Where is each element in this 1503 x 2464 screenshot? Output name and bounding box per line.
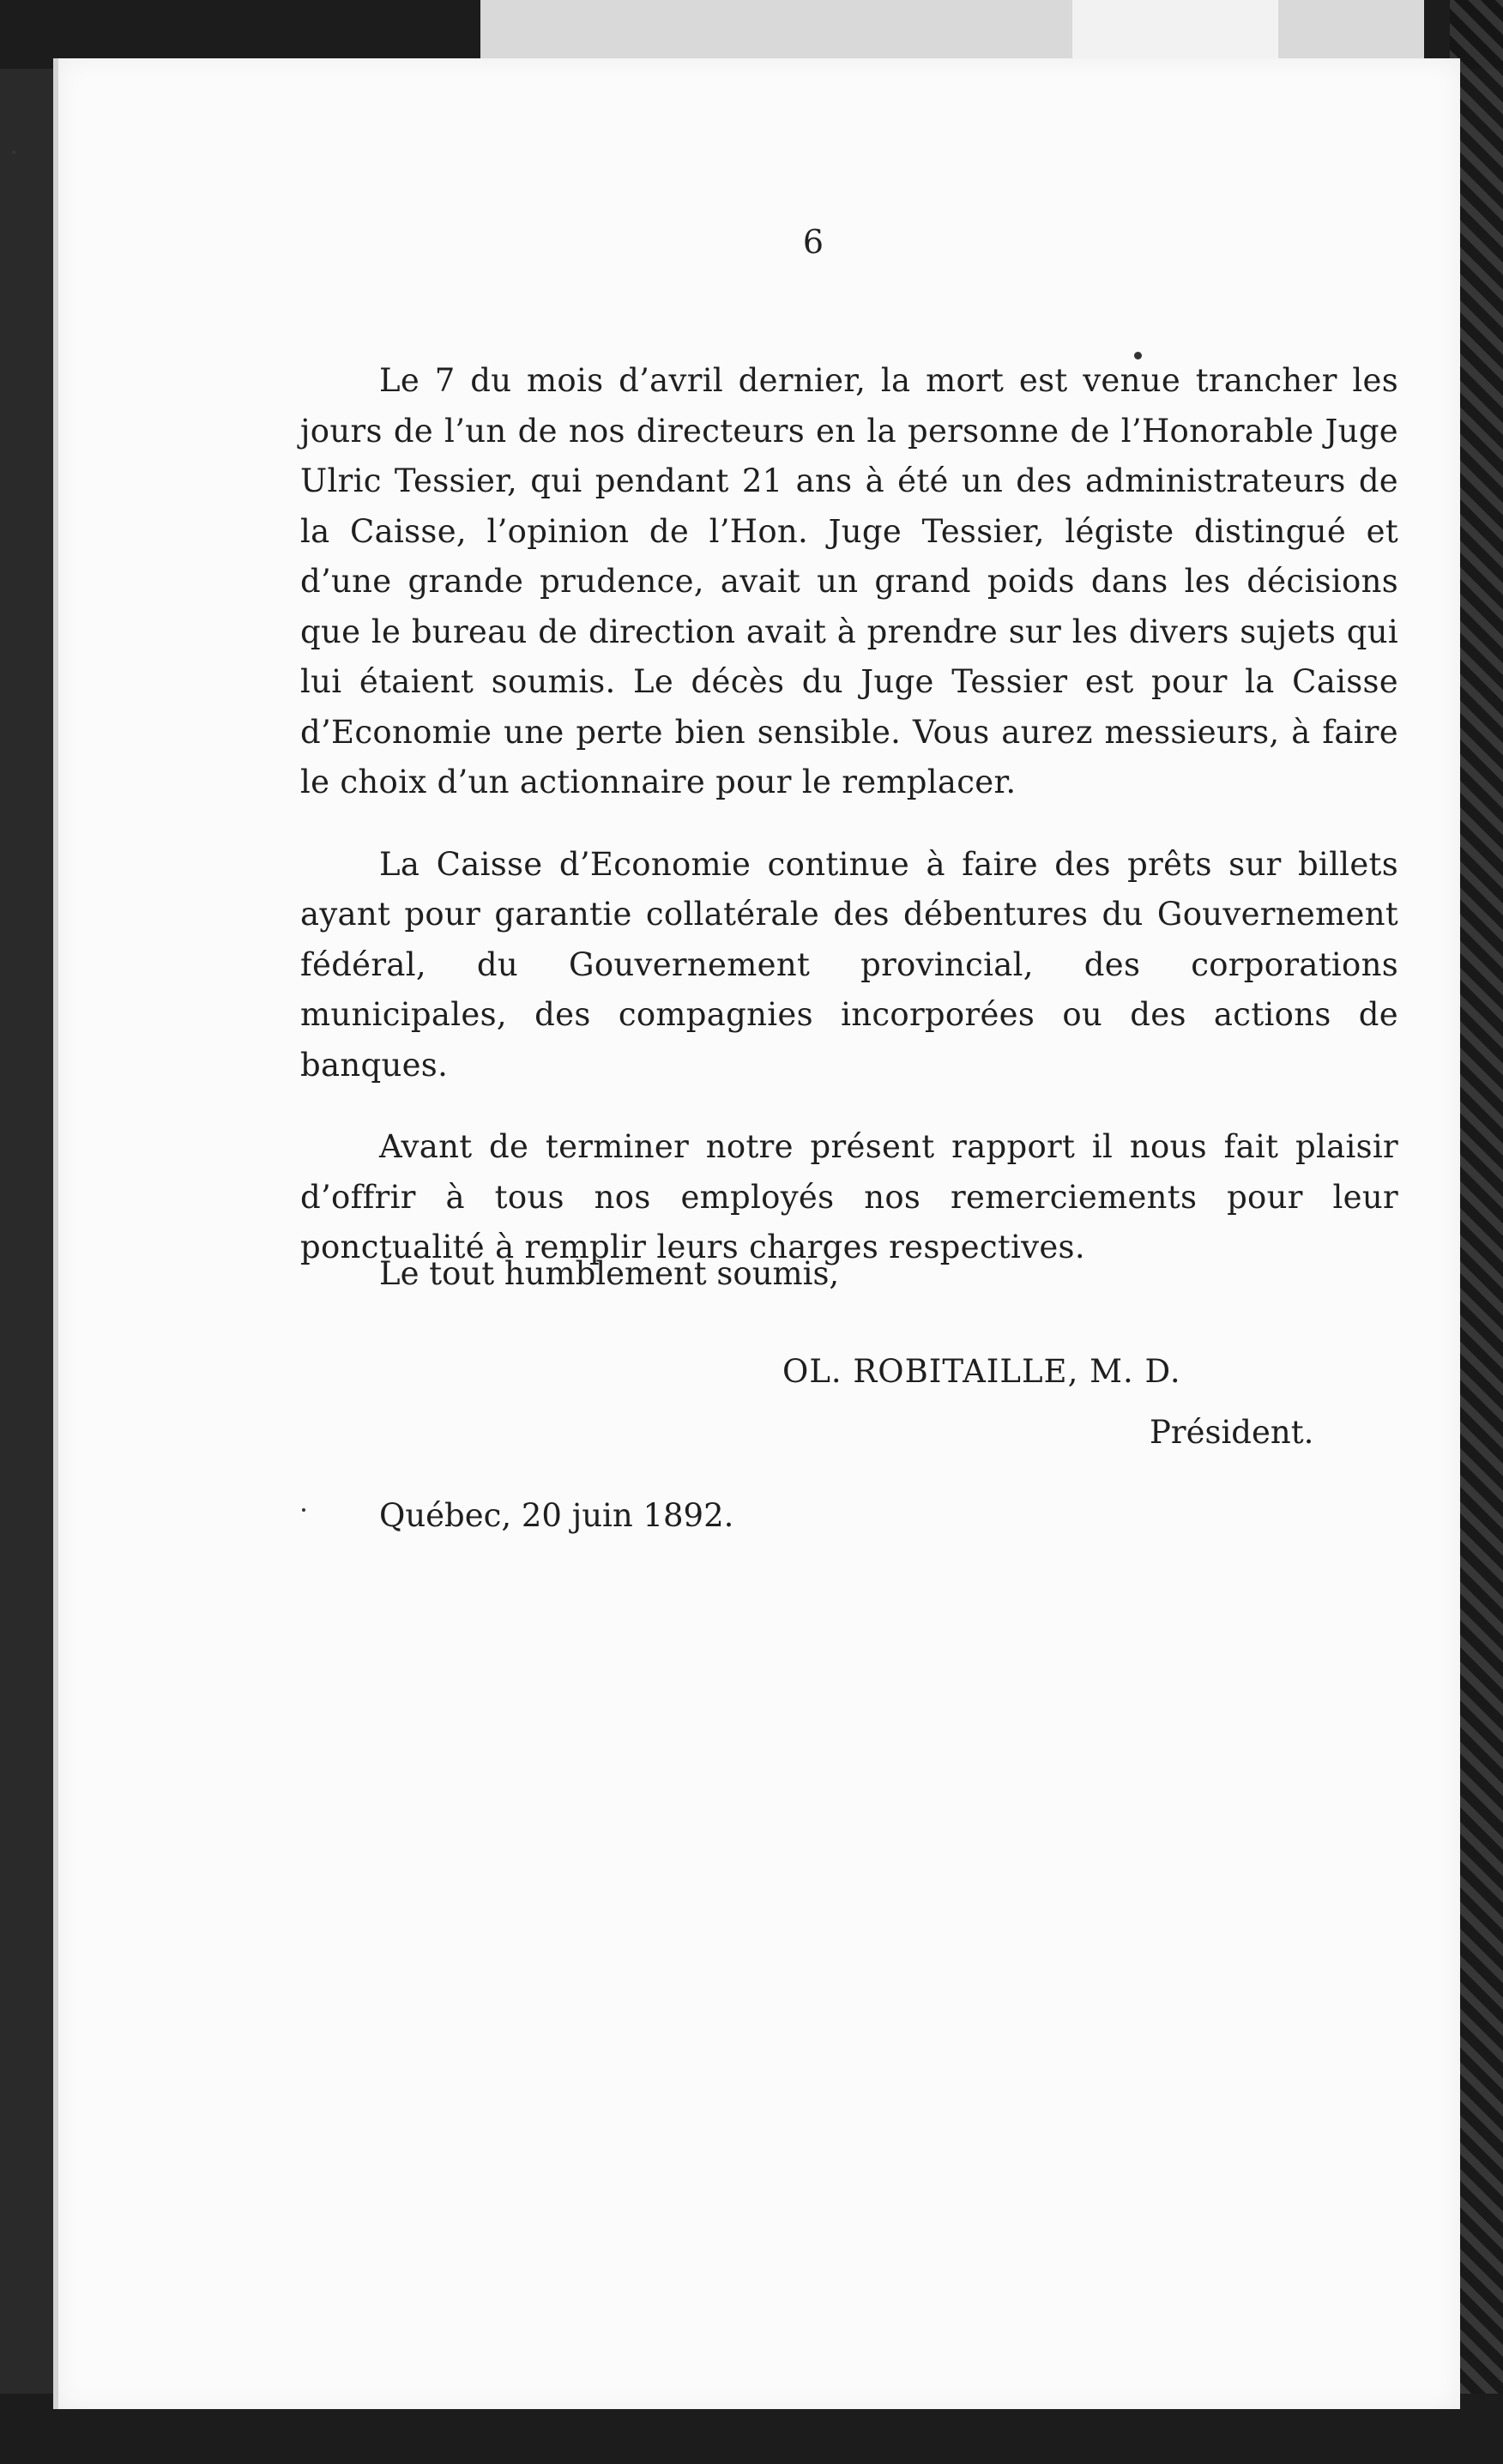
signature-name: OL. ROBITAILLE, M. D. — [782, 1353, 1181, 1390]
paragraph-death-notice: Le 7 du mois d’avril dernier, la mort est venue trancher les jours de l’un de nos directeurs en la personne de l’Honorable Juge Ulric Tessier, qui pendant 21 ans à été un des administrateurs de la Caisse, l’opinion de l’Hon. Juge Tessier, légiste distingué et d’une grande prudence, avait un grand poids dans les décisions que le bureau de direction avait à prendre sur les divers sujets qui lui étaient soumis. Le décès du Juge Tessier est pour la Caisse d’Economie une perte bien sensible. Vous aurez messieurs, à faire le choix d’un actionnaire pour le remplacer. — [300, 362, 1398, 800]
place-date: Québec, 20 juin 1892. — [379, 1497, 734, 1534]
document-body — [300, 356, 1398, 1305]
paragraph-loans: La Caisse d’Economie continue à faire des prêts sur billets ayant pour garantie collatérale des débentures du Gouvernement fédéral, du Gouvernement provincial, des corporations municipales, des compagnies incorporées ou des actions de banques. — [300, 845, 1398, 1084]
scan-speck — [12, 150, 16, 154]
paragraph-thanks: Avant de terminer notre présent rapport il nous fait plaisir d’offrir à tous nos employés nos remerciements pour leur ponctualité à remplir leurs charges respectives. — [300, 1128, 1398, 1265]
page-number: 6 — [802, 223, 824, 261]
closing-line: Le tout humblement soumis, — [379, 1255, 840, 1292]
signature-title: Président. — [1150, 1414, 1314, 1451]
